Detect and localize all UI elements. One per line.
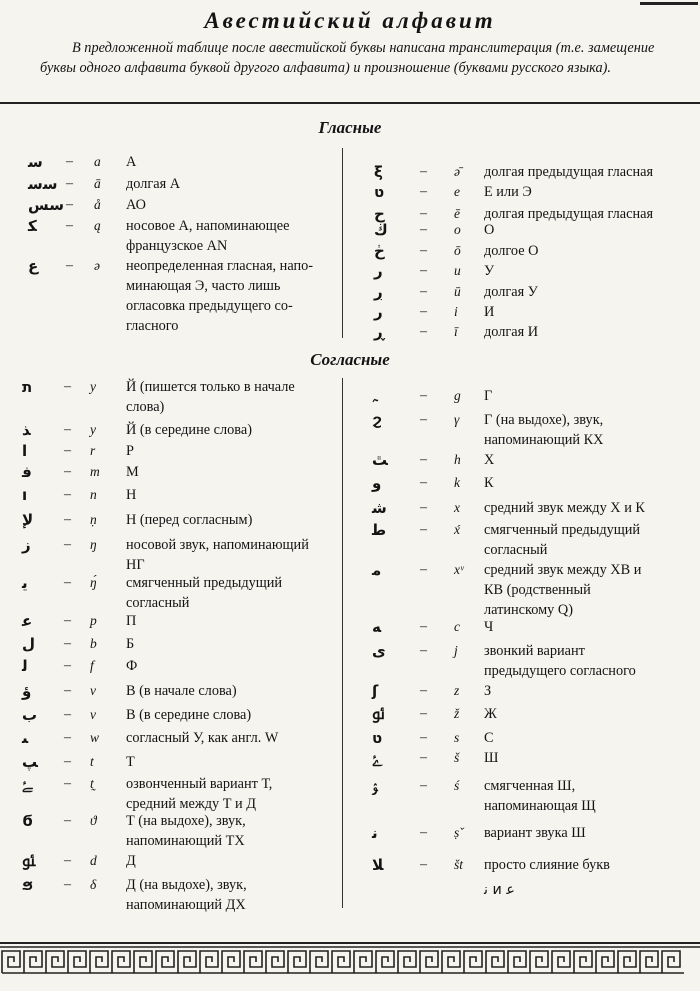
letter-row	[0, 152, 340, 172]
transliteration: w	[90, 730, 100, 745]
transliteration: γ	[454, 412, 460, 427]
pronunciation-description: долгая предыдущая гласная	[484, 164, 654, 180]
pronunciation-description: Ч	[484, 619, 494, 635]
dash-separator: –	[420, 730, 427, 745]
transliteration: x́	[454, 522, 460, 537]
avestan-letter-glyph: ﻝ	[22, 635, 36, 653]
dash-separator: –	[420, 706, 427, 721]
avestan-letter-glyph: ϧ	[22, 876, 34, 894]
pronunciation-description: Н (перед согласным)	[126, 512, 253, 528]
transliteration: x	[454, 500, 460, 515]
transliteration: å	[94, 197, 101, 212]
transliteration: ū	[454, 284, 461, 299]
transliteration: u	[454, 263, 461, 278]
avestan-letter-glyph: ξ	[374, 163, 383, 181]
dash-separator: –	[64, 877, 71, 892]
avestan-letter-glyph: ﻳ	[22, 574, 28, 592]
avestan-letter-glyph: ﯯ	[22, 852, 36, 870]
dash-separator: –	[64, 813, 71, 828]
dash-separator: –	[420, 643, 427, 658]
dash-separator: –	[64, 776, 71, 791]
letter-row	[344, 704, 684, 724]
pronunciation-description: П	[126, 613, 137, 629]
dash-separator: –	[420, 222, 427, 237]
dash-separator: –	[420, 522, 427, 537]
letter-row	[0, 174, 340, 194]
dash-separator: –	[64, 754, 71, 769]
letter-row	[344, 261, 684, 281]
letter-row	[344, 410, 684, 448]
dash-separator: –	[64, 636, 71, 651]
transliteration: ē	[454, 206, 460, 221]
dash-separator: –	[420, 750, 427, 765]
dash-separator: –	[420, 388, 427, 403]
dash-separator: –	[64, 422, 71, 437]
transliteration: ṣ̌	[454, 825, 460, 840]
letter-row	[0, 851, 340, 871]
letter-row	[0, 441, 340, 461]
transliteration: y	[90, 422, 96, 437]
avestan-letter-glyph: ﯩ	[22, 729, 29, 747]
dash-separator: –	[64, 730, 71, 745]
letter-row	[0, 462, 340, 482]
letter-row	[344, 220, 684, 240]
pronunciation-description: Ф	[126, 658, 138, 674]
footer-rule	[0, 942, 700, 944]
letter-row	[0, 420, 340, 440]
pronunciation-description: Д	[126, 853, 136, 869]
avestan-letter-glyph: ﻧ	[372, 824, 378, 842]
transliteration: ə̄	[454, 164, 460, 179]
letter-row	[0, 510, 340, 530]
letter-row	[344, 498, 684, 518]
letter-row	[0, 681, 340, 701]
pronunciation-description: согласный У, как англ. W	[126, 730, 279, 746]
letter-row	[344, 520, 684, 558]
avestan-letter-glyph: ﺳﺲ	[28, 196, 64, 214]
letter-row	[344, 776, 684, 814]
letter-row	[0, 875, 340, 913]
letter-row	[344, 728, 684, 748]
pronunciation-description: Г	[484, 388, 493, 404]
dash-separator: –	[64, 379, 71, 394]
avestan-letter-glyph: ﺳﺳ	[28, 175, 58, 193]
letter-row	[344, 560, 684, 618]
pronunciation-description: смягченный предыдущий согласный	[126, 575, 283, 611]
dash-separator: –	[66, 154, 73, 169]
transliteration: ϑ	[90, 813, 97, 828]
avestan-letter-glyph: ﻃ	[372, 521, 387, 539]
transliteration: št	[454, 857, 464, 872]
dash-separator: –	[64, 853, 71, 868]
dash-separator: –	[420, 452, 427, 467]
avestan-letter-glyph: ﺯ	[22, 536, 31, 554]
pronunciation-description: М	[126, 464, 139, 480]
dash-separator: –	[420, 304, 427, 319]
avestan-letter-glyph: ﺳ	[28, 153, 43, 171]
transliteration: e	[454, 184, 460, 199]
pronunciation-description: долгая предыдущая гласная	[484, 206, 654, 222]
dash-separator: –	[420, 778, 427, 793]
letter-row	[344, 681, 684, 701]
avestan-letter-glyph: ر	[374, 303, 383, 321]
dash-separator: –	[420, 475, 427, 490]
letter-row	[344, 182, 684, 202]
transliteration: f	[90, 658, 94, 673]
transliteration: ž	[454, 706, 460, 721]
transliteration: h	[454, 452, 461, 467]
pronunciation-description: Д (на выдохе), звук, напоминающий ДХ	[126, 877, 247, 913]
dash-separator: –	[64, 683, 71, 698]
avestan-letter-glyph: ת	[22, 378, 33, 396]
pronunciation-description: носовое А, напоминающее французское AN	[126, 218, 290, 254]
avestan-letter-glyph: ﻟ	[22, 657, 28, 675]
avestan-letter-glyph: ﺅ	[22, 682, 32, 700]
letter-row	[344, 823, 684, 843]
letter-row	[344, 162, 684, 182]
transliteration: b	[90, 636, 97, 651]
letter-row	[0, 811, 340, 849]
dash-separator: –	[66, 218, 73, 233]
dash-separator: –	[420, 500, 427, 515]
letter-row	[0, 656, 340, 676]
avestan-letter-glyph: ﻹ	[22, 511, 34, 529]
section-title-vowels: Гласные	[318, 118, 382, 137]
pronunciation-description: Б	[126, 636, 135, 652]
dash-separator: –	[420, 243, 427, 258]
greek-key-border	[0, 945, 700, 979]
transliteration: xᵛ	[454, 562, 464, 577]
dash-separator: –	[420, 412, 427, 427]
avestan-letter-glyph: ﯣ	[372, 777, 378, 795]
avestan-letter-glyph: ﯮ	[372, 705, 385, 723]
dash-separator: –	[420, 683, 427, 698]
dash-separator: –	[66, 176, 73, 191]
transliteration: t̰	[90, 776, 94, 791]
pronunciation-description: смягченный предыдущий согласный	[484, 522, 641, 558]
letter-row	[0, 728, 340, 748]
letter-row	[344, 302, 684, 322]
intro-paragraph: В предложенной таблице после авестийской буквы написана транслитерация (т.е. замещение буквы одного алфавита буквой другого алфавита) и произношение (буквами русского языка).	[40, 40, 655, 76]
avestan-letter-glyph: ʃ	[372, 682, 379, 700]
ligature-note	[484, 880, 684, 900]
transliteration: m	[90, 464, 100, 479]
letter-row	[0, 752, 340, 772]
pronunciation-description: неопределенная гласная, напо- минающая Э, часто лишь огласовка предыдущего со- гласного	[126, 258, 314, 334]
transliteration: v	[90, 707, 96, 722]
dash-separator: –	[64, 512, 71, 527]
letter-row	[344, 322, 684, 342]
transliteration: o	[454, 222, 461, 237]
avestan-letter-glyph: ع	[28, 257, 39, 275]
vowels-column-divider	[342, 148, 343, 338]
transliteration: a	[94, 154, 101, 169]
dash-separator: –	[66, 197, 73, 212]
pronunciation-description: С	[484, 730, 494, 746]
dash-separator: –	[64, 613, 71, 628]
avestan-letter-glyph: ا	[22, 442, 28, 460]
dash-separator: –	[420, 324, 427, 339]
pronunciation-description: Й (в середине слова)	[126, 422, 252, 438]
transliteration: v	[90, 683, 96, 698]
avestan-letter-glyph: ﻓ	[22, 463, 32, 481]
pronunciation-description: средний звук между ХВ и КВ (родственный латинскому Q)	[484, 562, 642, 618]
transliteration: ŋ	[90, 537, 97, 552]
dash-separator: –	[64, 575, 71, 590]
avestan-letter-glyph: ﮰ	[372, 749, 383, 767]
pronunciation-description: Т (на выдохе), звук, напоминающий ТХ	[126, 813, 246, 849]
pronunciation-description: АО	[126, 197, 146, 213]
transliteration: y	[90, 379, 96, 394]
avestan-letter-glyph: ı	[22, 486, 28, 504]
letter-row	[0, 216, 340, 254]
transliteration: r	[90, 443, 96, 458]
letter-row	[0, 634, 340, 654]
pronunciation-description: У	[484, 263, 495, 279]
dash-separator: –	[420, 164, 427, 179]
dash-separator: –	[66, 258, 73, 273]
transliteration: d	[90, 853, 97, 868]
pronunciation-description: А	[126, 154, 137, 170]
dash-separator: –	[420, 184, 427, 199]
transliteration: ā	[94, 176, 101, 191]
avestan-letter-glyph: ڔ	[374, 283, 383, 301]
pronunciation-description: Т	[126, 754, 135, 770]
letter-row	[0, 611, 340, 631]
avestan-letter-glyph: ﻋ	[22, 612, 33, 630]
pronunciation-description: Г (на выдохе), звук, напоминающий КХ	[484, 412, 604, 448]
letter-row	[0, 256, 340, 334]
transliteration: k	[454, 475, 460, 490]
letter-row	[344, 386, 684, 406]
pronunciation-description: З	[484, 683, 492, 699]
dash-separator: –	[64, 464, 71, 479]
dash-separator: –	[64, 443, 71, 458]
dash-separator: –	[420, 284, 427, 299]
transliteration: t	[90, 754, 94, 769]
avestan-letter-glyph: ﻯ	[372, 642, 386, 660]
dash-separator: –	[64, 707, 71, 722]
avestan-letter-glyph: ﺷ	[372, 499, 387, 517]
pronunciation-description: средний звук между Х и К	[484, 500, 645, 516]
pronunciation-description: смягченная Ш, напоминающая Щ	[484, 778, 596, 814]
avestan-letter-glyph: ﮱ	[22, 775, 33, 793]
pronunciation-description: Х	[484, 452, 495, 468]
dash-separator: –	[420, 619, 427, 634]
avestan-letter-glyph: ر	[374, 262, 383, 280]
pronunciation-description: просто слияние букв	[484, 857, 610, 873]
pronunciation-description: Й (пишется только в начале слова)	[126, 379, 295, 415]
consonants-column-divider	[342, 378, 343, 908]
pronunciation-description: Е или Э	[484, 184, 532, 200]
pronunciation-description: Ж	[484, 706, 497, 722]
pronunciation-description: В (в середине слова)	[126, 707, 252, 723]
letter-row	[344, 450, 684, 470]
transliteration: p	[90, 613, 97, 628]
pronunciation-description: К	[484, 475, 494, 491]
transliteration: ŋ́	[90, 575, 97, 590]
pronunciation-description: долгая У	[484, 284, 538, 300]
page-title: Авестийский алфавит	[204, 8, 496, 33]
letter-row	[344, 855, 684, 875]
transliteration: c	[454, 619, 460, 634]
avestan-letter-glyph: ڬ	[374, 221, 388, 239]
transliteration: z	[454, 683, 460, 698]
letter-row	[0, 485, 340, 505]
dash-separator: –	[420, 857, 427, 872]
ligature-note-text: ﻧ и ﻋ	[484, 882, 515, 898]
pronunciation-description: Ш	[484, 750, 499, 766]
transliteration: š	[454, 750, 460, 765]
avestan-letter-glyph: ﻣ	[372, 561, 382, 579]
avestan-letter-glyph: ح	[374, 205, 385, 223]
avestan-letter-glyph: ϩ	[372, 411, 382, 429]
dash-separator: –	[420, 206, 427, 221]
meander-path	[2, 951, 684, 973]
avestan-letter-glyph: ﺏ	[22, 706, 38, 724]
letter-row	[0, 535, 340, 573]
pronunciation-description: звонкий вариант предыдущего согласного	[484, 643, 636, 679]
pronunciation-description: носовой звук, напоминающий НГ	[126, 537, 309, 573]
header-divider	[0, 102, 700, 104]
transliteration: ī	[454, 324, 458, 339]
dash-separator: –	[420, 825, 427, 840]
transliteration: s	[454, 730, 460, 745]
letter-row	[0, 705, 340, 725]
avestan-letter-glyph: ϭ	[22, 812, 33, 830]
transliteration: g	[454, 388, 461, 403]
pronunciation-description: долгая А	[126, 176, 181, 192]
letter-row	[0, 377, 340, 415]
transliteration: i	[454, 304, 458, 319]
pronunciation-description: вариант звука Ш	[484, 825, 586, 841]
pronunciation-description: Р	[126, 443, 134, 459]
dash-separator: –	[420, 263, 427, 278]
pronunciation-description: озвонченный вариант Т, средний между Т и Д	[126, 776, 273, 812]
header-corner-rule	[640, 2, 698, 5]
letter-row	[344, 473, 684, 493]
avestan-letter-glyph: ﻭ	[372, 474, 382, 492]
dash-separator: –	[64, 658, 71, 673]
pronunciation-description: долгая И	[484, 324, 539, 340]
pronunciation-description: О	[484, 222, 495, 238]
letter-row	[344, 282, 684, 302]
transliteration: ą	[94, 218, 101, 233]
transliteration: ə	[94, 258, 100, 273]
avestan-letter-glyph: ﮧ	[372, 387, 378, 405]
avestan-letter-glyph: ﭗ	[22, 753, 38, 771]
pronunciation-description: И	[484, 304, 495, 320]
letter-row	[0, 573, 340, 611]
dash-separator: –	[64, 537, 71, 552]
letter-row	[344, 617, 684, 637]
transliteration: ṇ	[90, 512, 97, 527]
transliteration: ō	[454, 243, 461, 258]
avestan-letter-glyph: ט	[374, 183, 385, 201]
transliteration: ś	[454, 778, 460, 793]
transliteration: n	[90, 487, 97, 502]
letter-row	[0, 774, 340, 812]
pronunciation-description: долгое О	[484, 243, 539, 259]
letter-row	[344, 641, 684, 679]
dash-separator: –	[420, 562, 427, 577]
letter-row	[344, 241, 684, 261]
pronunciation-description: Н	[126, 487, 137, 503]
avestan-letter-glyph: ﻪ	[372, 618, 382, 636]
transliteration: j	[454, 643, 458, 658]
avestan-letter-glyph: ﭣ	[372, 451, 388, 469]
avestan-letter-glyph: ﻼ	[372, 856, 384, 874]
avestan-letter-glyph: ڕ	[374, 323, 385, 341]
section-title-consonants: Согласные	[310, 350, 390, 369]
transliteration: δ	[90, 877, 97, 892]
avestan-letter-glyph: ڂ	[374, 242, 385, 260]
dash-separator: –	[64, 487, 71, 502]
letter-row	[0, 195, 340, 215]
letter-row	[344, 748, 684, 768]
avestan-letter-glyph: ﻜ	[28, 217, 37, 235]
avestan-letter-glyph: ט	[372, 729, 383, 747]
avestan-letter-glyph: ﺬ	[22, 421, 31, 439]
pronunciation-description: В (в начале слова)	[126, 683, 237, 699]
